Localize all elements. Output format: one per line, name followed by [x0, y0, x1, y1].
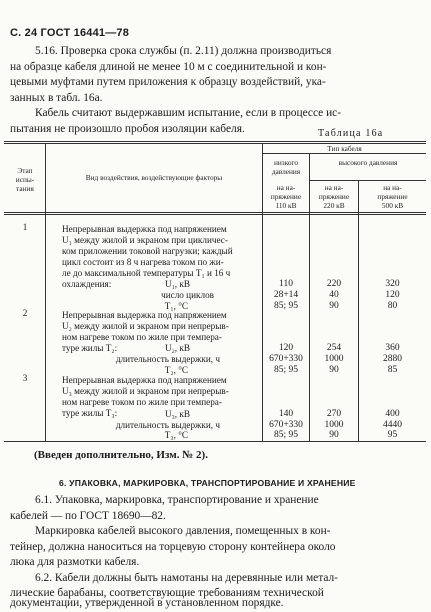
- stage-description-line: ном нагреве током по жиле при темпера-: [62, 332, 222, 342]
- value-220: 270: [326, 409, 342, 419]
- header-220-line-1: на на-: [324, 183, 344, 192]
- value-500: 95: [387, 430, 398, 440]
- stage-description-line: ле до максимальной температуры T₁ и 16 ч: [62, 268, 231, 278]
- header-500-line-3: 500 кВ: [381, 201, 404, 210]
- value-500: 4440: [383, 420, 402, 430]
- value-500: 85: [387, 365, 398, 375]
- value-110: 85; 95: [273, 301, 298, 311]
- table-header-bottom: [4, 212, 426, 213]
- paragraph-5-16-line-1: 5.16. Проверка срока службы (п. 2.11) должна производиться: [35, 45, 332, 57]
- stage-number: 3: [22, 373, 28, 383]
- param-label: T₂, °С: [164, 365, 188, 375]
- header-220-line-2: пряжение: [318, 192, 350, 201]
- header-110-line-2: пряжение: [270, 192, 302, 201]
- table-header-bottom-double: [4, 214, 426, 215]
- value-500: 2880: [383, 354, 402, 364]
- param-label: U₃, кВ: [164, 409, 190, 419]
- page-header: С. 24 ГОСТ 16441—78: [10, 27, 130, 39]
- param-label: T₃, °С: [164, 430, 188, 440]
- value-220: 1000: [324, 354, 344, 364]
- param-label: длительность выдержки, ч: [115, 354, 220, 364]
- paragraph-cable-line-2: пытания не произошло пробоя изоляции кабеля.: [10, 122, 245, 135]
- param-label: U₁, кВ: [164, 279, 190, 289]
- stage-description-line: охлаждения:: [62, 279, 112, 289]
- header-low-line-1: низкого: [274, 158, 298, 167]
- table-high-underline: [309, 180, 426, 181]
- value-500: 400: [385, 409, 400, 419]
- value-110: 670+330: [269, 420, 303, 430]
- paragraph-5-16-line-3: цевыми муфтами путем приложения к образцу воздействий, ука-: [10, 76, 326, 88]
- paragraph-cable-line-1: Кабель считают выдержавшим испытание, если в процессе ис-: [35, 107, 342, 119]
- header-low-line-2: давления: [271, 167, 301, 176]
- header-110-line-3: 110 кВ: [275, 201, 297, 210]
- value-220: 254: [326, 343, 342, 353]
- paragraph-marking-line-1: Маркировка кабелей высокого давления, помещенных в кон-: [35, 525, 331, 537]
- header-cable-type: Тип кабеля: [327, 144, 362, 153]
- value-220: 90: [329, 365, 339, 375]
- header-high-pressure: высокого давления: [338, 158, 398, 167]
- header-stage-line-3: тания: [16, 184, 34, 193]
- table-bottom-border: [4, 441, 426, 442]
- value-110: 140: [278, 409, 294, 419]
- param-label: T₁, °С: [164, 301, 188, 311]
- value-110: 110: [279, 279, 293, 289]
- stage-description-line: ном нагреве током по жиле при темпера-: [62, 397, 222, 407]
- stage-description-line: туре жилы T₂:: [62, 343, 118, 353]
- paragraph-6-1-line-2: кабелей — по ГОСТ 18690—82.: [10, 509, 166, 522]
- paragraph-6-1-line-1: 6.1. Упаковка, маркировка, транспортирование и хранение: [35, 494, 319, 506]
- stage-description-line: U₁ между жилой и экраном при цикличес-: [62, 235, 228, 245]
- param-label: число циклов: [161, 290, 214, 300]
- value-220: 220: [326, 279, 342, 289]
- value-110: 28+14: [273, 290, 299, 300]
- value-220: 40: [329, 290, 339, 300]
- stage-description-line: Непрерывная выдержка под напряжением: [62, 310, 227, 320]
- header-factors: Вид воздействия, воздействующие факторы: [85, 173, 223, 182]
- value-220: 90: [329, 430, 339, 440]
- paragraph-6-2-line-1: 6.2. Кабели должны быть намотаны на деревянные или метал-: [35, 571, 338, 584]
- stage-description-line: U₃ между жилой и экраном при непрерыв-: [62, 386, 229, 396]
- header-stage-line-1: Этап: [17, 166, 33, 175]
- value-220: 90: [329, 301, 339, 311]
- amendment-note: (Введен дополнительно, Изм. № 2).: [34, 449, 208, 461]
- section-heading: 6. УПАКОВКА, МАРКИРОВКА, ТРАНСПОРТИРОВАНИЕ И ХРАНЕНИЕ: [59, 478, 356, 488]
- stage-description-line: туре жилы T₃:: [62, 408, 118, 418]
- paragraph-marking-line-2: тейнер, должна наноситься на торцевую сторону контейнера около: [10, 540, 336, 553]
- paragraph-5-16-line-2: на образце кабеля длиной не менее 10 м с соединительной и кон-: [10, 60, 327, 73]
- stage-description-line: U₂ между жилой и экраном при непрерыв-: [62, 321, 229, 331]
- paragraph-5-16-line-4: занных в табл. 16а.: [10, 91, 103, 104]
- paragraph-6-2-line-3: документации, утвержденной в установленном порядке.: [10, 597, 284, 609]
- value-110: 85; 95: [273, 430, 298, 440]
- table-top-border: [4, 141, 426, 142]
- paragraph-6-2-line-2: лические барабаны, соответствующие требованиям технической: [10, 587, 324, 599]
- value-500: 80: [387, 301, 398, 311]
- value-500: 320: [385, 279, 400, 289]
- header-stage-line-2: испы-: [15, 175, 35, 184]
- stage-number: 1: [22, 222, 28, 232]
- stage-description-line: Непрерывная выдержка под напряжением: [62, 224, 227, 234]
- value-220: 1000: [324, 420, 344, 430]
- value-110: 85; 95: [273, 365, 298, 375]
- param-label: U₂, кВ: [164, 343, 190, 353]
- table-caption: Таблица 16а: [318, 128, 384, 139]
- stage-description-line: ком приложении токовой нагрузки; каждый: [62, 246, 233, 256]
- header-220-line-3: 220 кВ: [323, 201, 345, 210]
- header-500-line-1: на на-: [383, 183, 402, 192]
- stage-description-line: цикл состоит из 8 ч нагрева током по жи-: [62, 257, 224, 267]
- header-500-line-2: пряжение: [377, 192, 408, 201]
- stage-number: 2: [22, 308, 28, 318]
- paragraph-marking-line-3: люка для размотки кабеля.: [10, 556, 140, 568]
- value-500: 120: [385, 290, 400, 300]
- value-110: 120: [278, 343, 294, 353]
- value-500: 360: [385, 343, 400, 353]
- param-label: длительность выдержки, ч: [115, 420, 220, 430]
- value-110: 670+330: [269, 354, 303, 364]
- header-110-line-1: на на-: [276, 183, 296, 192]
- stage-description-line: Непрерывная выдержка под напряжением: [62, 375, 227, 385]
